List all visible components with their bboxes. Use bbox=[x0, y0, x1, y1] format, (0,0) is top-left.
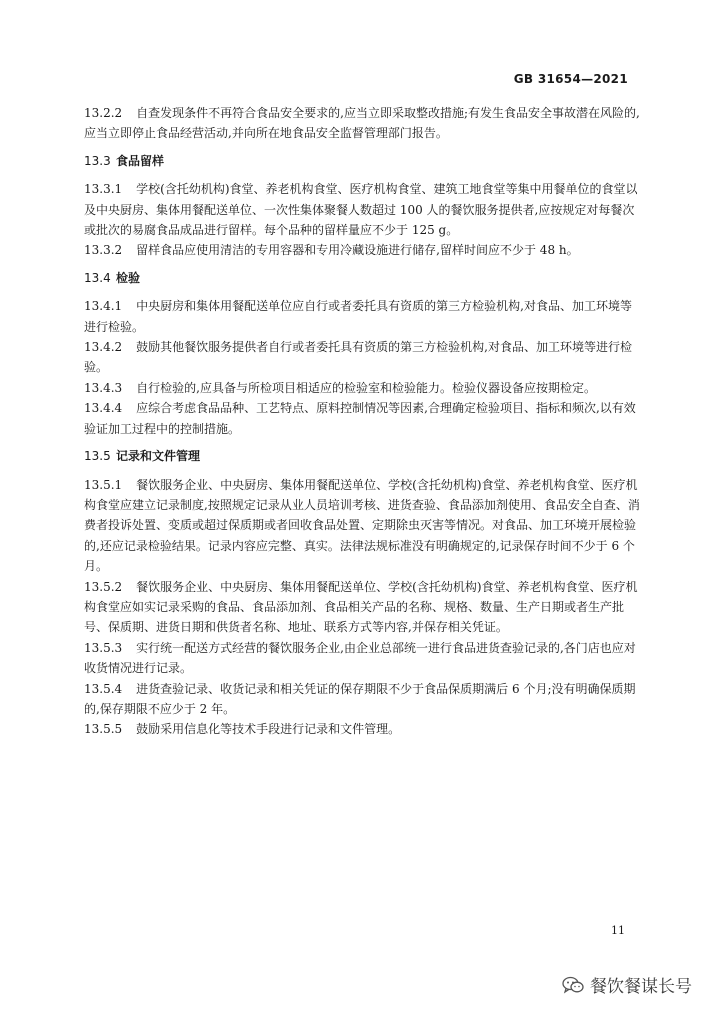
clause-13-4-1 bbox=[84, 296, 642, 337]
clause-13-4-3 bbox=[84, 378, 642, 398]
clause-13-4-4 bbox=[84, 398, 642, 439]
clause-13-5-1 bbox=[84, 475, 642, 577]
clause-number: 13.3.2 bbox=[84, 243, 123, 258]
clause-text: 自行检验的,应具备与所检项目相适应的检验室和检验能力。检验仪器设备应按期检定。 bbox=[136, 380, 596, 395]
clause-13-5-3 bbox=[84, 638, 642, 679]
clause-text: 餐饮服务企业、中央厨房、集体用餐配送单位、学校(含托幼机构)食堂、养老机构食堂、医疗机构食堂应建立记录制度,按照规定记录从业人员培训考核、进货查验、食品添加剂使用、食品安全自查、消费者投诉处置、变质或超过保质期或者回收食品处置、定期除虫灭害等情况。对食品、加工环境开展检验的,还应记录检验结果。记录内容应完整、真实。法律法规标准没有明确规定的,记录保存时间不少于 6 个月。 bbox=[84, 477, 640, 574]
clause-number: 13.3.1 bbox=[84, 182, 123, 197]
clause-number: 13.5.1 bbox=[84, 477, 123, 492]
clause-text: 应综合考虑食品品种、工艺特点、原料控制情况等因素,合理确定检验项目、指标和频次,以有效验证加工过程中的控制措施。 bbox=[84, 401, 636, 436]
clause-text: 鼓励采用信息化等技术手段进行记录和文件管理。 bbox=[136, 722, 401, 737]
clause-text: 留样食品应使用清洁的专用容器和专用冷藏设施进行储存,留样时间应不少于 48 h。 bbox=[136, 243, 579, 258]
clause-text: 实行统一配送方式经营的餐饮服务企业,由企业总部统一进行食品进货查验记录的,各门店也应对收货情况进行记录。 bbox=[84, 640, 636, 676]
clause-number: 13.4.1 bbox=[84, 299, 123, 314]
document-body bbox=[84, 103, 642, 740]
clause-number: 13.5.3 bbox=[84, 640, 123, 655]
section-number: 13.4 bbox=[84, 270, 111, 285]
clause-number: 13.5.5 bbox=[84, 722, 123, 737]
clause-number: 13.4.2 bbox=[84, 340, 123, 355]
section-heading bbox=[84, 268, 642, 288]
section-13-4 bbox=[84, 268, 642, 439]
clause-number: 13.4.3 bbox=[84, 380, 123, 395]
clause-text: 自查发现条件不再符合食品安全要求的,应当立即采取整改措施;有发生食品安全事故潜在风险的,应当立即停止食品经营活动,并向所在地食品安全监督管理部门报告。 bbox=[84, 106, 640, 141]
clause-13-4-2 bbox=[84, 337, 642, 378]
clause-text: 餐饮服务企业、中央厨房、集体用餐配送单位、学校(含托幼机构)食堂、养老机构食堂、医疗机构食堂应如实记录采购的食品、食品添加剂、食品相关产品的名称、规格、数量、生产日期或者生产批号、保质期、进货日期和供货者名称、地址、联系方式等内容,并保存相关凭证。 bbox=[84, 579, 638, 635]
section-number: 13.5 bbox=[84, 449, 111, 464]
clause-text: 学校(含托幼机构)食堂、养老机构食堂、医疗机构食堂、建筑工地食堂等集中用餐单位的食堂以及中央厨房、集体用餐配送单位、一次性集体聚餐人数超过 100 人的餐饮服务提供者,应按规定对每餐次或批次的易腐食品成品进行留样。每个品种的留样量应不少于 125 g。 bbox=[84, 182, 638, 238]
section-title: 记录和文件管理 bbox=[116, 449, 201, 464]
wechat-watermark bbox=[562, 972, 692, 997]
clause-text: 中央厨房和集体用餐配送单位应自行或者委托具有资质的第三方检验机构,对食品、加工环境等进行检验。 bbox=[84, 299, 632, 334]
clause-text: 进货查验记录、收货记录和相关凭证的保存期限不少于食品保质期满后 6 个月;没有明确保质期的,保存期限不应少于 2 年。 bbox=[84, 681, 636, 716]
section-13-2-tail bbox=[84, 103, 642, 144]
clause-13-3-1 bbox=[84, 179, 642, 240]
section-number: 13.3 bbox=[84, 153, 111, 168]
clause-13-5-4 bbox=[84, 679, 642, 720]
clause-text: 鼓励其他餐饮服务提供者自行或者委托具有资质的第三方检验机构,对食品、加工环境等进行检验。 bbox=[84, 340, 632, 375]
clause-number: 13.5.2 bbox=[84, 579, 123, 594]
clause-number: 13.4.4 bbox=[84, 401, 123, 416]
clause-13-3-2 bbox=[84, 240, 642, 260]
clause-number: 13.5.4 bbox=[84, 681, 123, 696]
section-heading bbox=[84, 151, 642, 171]
clause-13-5-5 bbox=[84, 719, 642, 739]
standard-code: GB 31654—2021 bbox=[513, 72, 628, 86]
section-title: 检验 bbox=[116, 270, 141, 285]
page-number: 11 bbox=[611, 924, 625, 937]
section-13-5 bbox=[84, 446, 642, 740]
wechat-icon bbox=[562, 976, 584, 994]
section-heading bbox=[84, 446, 642, 466]
section-13-3 bbox=[84, 151, 642, 261]
clause-number: 13.2.2 bbox=[84, 106, 123, 120]
section-title: 食品留样 bbox=[116, 153, 165, 168]
clause-13-5-2 bbox=[84, 577, 642, 638]
clause-13-2-2 bbox=[84, 103, 642, 144]
watermark-text: 餐饮餐谋长号 bbox=[590, 977, 692, 997]
